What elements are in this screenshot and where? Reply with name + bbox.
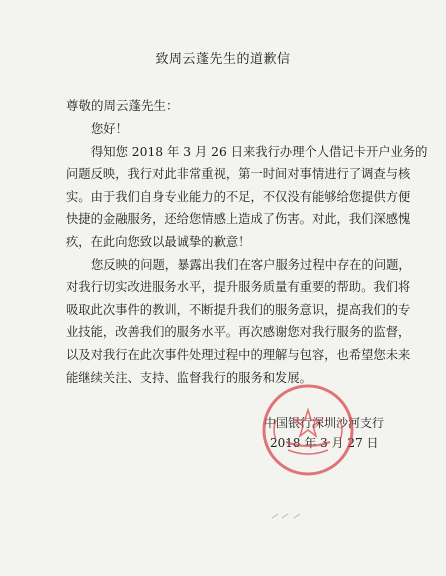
paragraph1-line: 问题反映，我行对此非常重视，第一时间对事情进行了调查与核 [66, 167, 411, 182]
signature-date: 2018 年 3 月 27 日 [270, 436, 379, 450]
paragraph1-line: 得知您 2018 年 3 月 26 日来我行办理个人借记卡开户业务的 [91, 144, 428, 159]
letter-body [66, 118, 428, 389]
paragraph2-line: 您反映的问题，暴露出我们在客户服务过程中存在的问题， [91, 257, 411, 272]
letter-title: 致周云蓬先生的道歉信 [155, 52, 291, 67]
paragraph1-line: 疚，在此向您致以最诚挚的歉意！ [66, 234, 251, 249]
paragraph2-line: 对我行切实改进服务水平，提升服务质量有重要的帮助。我们将 [66, 280, 411, 295]
scribble-mark [270, 510, 310, 522]
signature: 中国银行深圳沙河支行 [263, 416, 384, 430]
paragraph2-line: 能继续关注、支持、监督我行的服务和发展。 [66, 370, 312, 385]
salutation: 尊敬的周云蓬先生： [66, 98, 179, 113]
paragraph2-line: 业技能，改善我们的服务水平。再次感谢您对我行服务的监督， [66, 325, 411, 340]
paragraph1-line: 实。由于我们自身专业能力的不足，不仅没有能够给您提供方便 [66, 189, 411, 204]
paragraph2-line: 以及对我行在此次事件处理过程中的理解与包容，也希望您未来 [66, 347, 411, 362]
paragraph2-line: 吸取此次事件的教训，不断提升我们的服务意识，提高我们的专 [66, 302, 411, 317]
greeting: 您好！ [91, 122, 128, 136]
paragraph1-line: 快捷的金融服务，还给您情感上造成了伤害。对此，我们深感愧 [66, 212, 411, 227]
